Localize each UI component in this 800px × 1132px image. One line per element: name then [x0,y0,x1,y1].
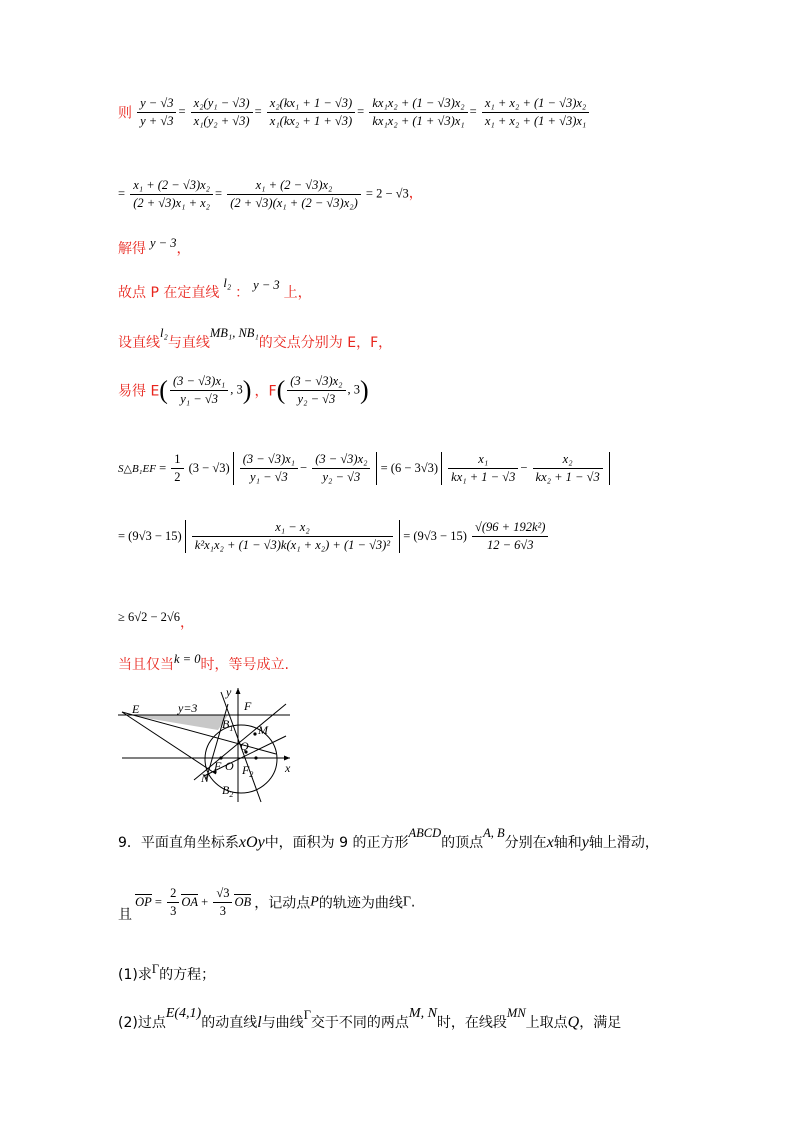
label-e: E [132,702,140,716]
q2-e: E(4,1) [165,1006,202,1021]
equation-ratio-line: 则 $\frac{y - √3}{y + √3}$ = $\frac{\text{x₂(y₁ − √3)}}{\text{x₁(y₂ + √3)}}$ = $\frac{\text{x₂(kx₁ + 1 − √3)}}{\text{x₁(kx₂ + 1 + √3)}}$ = $\frac{\text{kx₁x₂ + (1 − √3)x₂}}{\text{kx₁x₂ + (1 + √3)x₁}}$ = $\frac{\text{x₁ + x₂ + (1 − √3)x₂}}{\text{x₁ + x₂ + (1 + √3)x₁}}$ [118,96,591,129]
vec-t2: 的轨迹为曲线 [318,895,403,912]
vector-oa: OA [181,895,199,909]
frac-root: $\frac{\text{√(96 + 192k²)}}{12 - 6√3}$ [472,520,548,553]
simplify-result: = 2 − √3 [365,186,409,201]
label-m: M [258,723,268,737]
vec-qie: 且 [118,907,132,924]
solve-line [118,238,190,258]
vector-condition-line [118,886,416,924]
q2-text5: 时，在线段 [436,1015,507,1031]
point-f2 [254,756,257,759]
p9-t5: 轴和 [553,835,582,851]
label-b2: $B_2$ [222,783,234,799]
label-y3: y=3 [178,701,198,715]
fixed-line-text2: 上， [283,285,312,301]
problem-number: 9． [118,835,141,851]
points-ef-line: 易得 E( $\frac{\text{(3 − √3)x₁}}{\text{y₁ − √3}}$ , 3) ，F( $\frac{\text{(3 − √3)x₂}}{\text{y₂ − √3}}$ , 3) [118,374,369,406]
point-m [253,732,256,735]
fixed-line-text1: 故点 P 在定直线 [118,285,220,301]
frac-4: $\frac{\text{kx₁x₂ + (1 − √3)x₂}}{\text{kx₁x₂ + (1 + √3)x₁}}$ [369,96,467,129]
y-axis-arrow [236,688,241,694]
frac-two-thirds: $\frac{2}{3}$ [167,886,179,919]
set-line-statement [118,326,393,352]
easy-sep: ，F [254,383,277,400]
label-x-axis: x [285,761,291,775]
frac-half: $\frac{1}{2}$ [171,452,183,485]
equality-text2: 时，等号成立. [200,657,289,673]
solve-tail: ， [176,241,191,257]
setline-text3: 的交点分别为 E，F， [258,335,393,351]
area-eq: = [159,461,167,475]
abs-diff-1: $\frac{\text{(3 − √3)x₁}}{\text{y₁ − √3}}$ − $\frac{\text{(3 − √3)x₂}}{\text{y₂ − √3}}$ [233,452,378,485]
abs-diff-2: $\frac{\text{x₁}}{\text{kx₁ + 1 − √3}}$ − $\frac{\text{x₂}}{\text{kx₂ + 1 − √3}}$ [441,452,610,485]
area-mid: = (6 − 3√3) [380,461,439,475]
ineq-math: ≥ 6√2 − 2√6 [118,610,181,624]
question-1 [118,964,215,984]
vector-op: OP [135,895,152,909]
prefix-ze: 则 [118,105,132,122]
vec-t1: ，记动点 [254,895,311,912]
area-line-2 [118,520,550,553]
p9-abcd: ABCD [408,826,442,840]
colon: ： [235,285,250,301]
equation-simplify-line: = $\frac{\text{x₁ + (2 − √3)x₂}}{\text{(2 + √3)x₁ + x₂}}$ = $\frac{\text{x₁ + (2 − √3)x₂}}{\text{(2 + √3)(x₁ + (2 − √3)x₂)}}$ = 2 − √3， [118,178,423,210]
label-y-axis: y [226,685,232,699]
p9-t3: 的顶点 [441,835,484,851]
frac-b: $\frac{\text{(3 − √3)x₂}}{\text{y₂ − √3}}$ [312,452,370,485]
fixed-line-statement [118,276,312,302]
p9-x: x [546,834,554,851]
label-f2: $F_2$ [242,763,254,779]
p9-ab: A, B [483,826,505,840]
frac-area2: $\frac{\text{x₁ − x₂}}{\text{k²x₁x₂ + (1 − √3)k(x₁ + x₂) + (1 − √3)²}}$ [192,520,393,553]
area-line-1 [118,452,610,485]
q1-text: (1)求 [118,967,152,983]
p9-t2: 中，面积为 9 的正方形 [264,835,409,851]
x-axis-arrow [284,756,290,761]
frac-e: $\frac{\text{(3 − √3)x₁}}{\text{y₁ − √3}}$ [170,374,228,407]
q1-text2: 的方程； [159,967,216,983]
problem-9-stem [118,826,659,852]
vec-eq: = [154,895,162,909]
equality-line [118,654,289,674]
solve-math: y − 3 [150,236,177,250]
frac-2: $\frac{\text{x₂(y₁ − √3)}}{\text{x₁(y₂ + √3)}}$ [191,96,253,129]
label-f1: F [214,759,222,773]
fixed-line-math: y − 3 [253,278,280,292]
setline-math: MB₁, NB₁ [209,326,259,340]
vec-p: P [310,894,319,910]
setline-text1: 设直线 [118,335,160,351]
vec-gamma: Γ [402,894,411,910]
p9-t1: 平面直角坐标系 [140,835,239,851]
q2-gamma: Γ [303,1008,311,1022]
q2-text4: 交于不同的两点 [310,1015,409,1031]
label-q: Q [240,739,249,753]
frac-simplify-1: $\frac{\text{x₁ + (2 − √3)x₂}}{\text{(2 + √3)x₁ + x₂}}$ [130,178,213,211]
label-n: N [201,771,210,785]
area-lhs: S△B₁EF [118,463,156,475]
geometry-figure [118,684,318,804]
q2-l: l [257,1014,262,1031]
area-coef: (3 − √3) [188,461,230,475]
area2-coef: = (9√3 − 15) [118,529,182,543]
question-2 [118,1006,622,1032]
equality-math: k = 0 [174,652,201,666]
frac-c: $\frac{\text{x₁}}{\text{kx₁ + 1 − √3}}$ [448,452,518,485]
p9-y: y [581,834,589,851]
area2-coef2: = (9√3 − 15) [403,529,467,543]
q2-text2: 的动直线 [201,1015,258,1031]
q2-seg: MN [506,1006,526,1020]
p9-t6: 轴上滑动， [588,835,659,851]
frac-root3-thirds: $\frac{√3}{3}$ [213,886,232,919]
ineq-tail: ， [180,615,195,631]
q2-text1: (2)过点 [118,1015,166,1031]
q2-text7: ，满足 [579,1015,622,1031]
e-tail: , 3 [230,382,243,397]
frac-a: $\frac{\text{(3 − √3)x₁}}{\text{y₁ − √3}}$ [240,452,298,485]
q2-text3: 与曲线 [261,1015,304,1031]
p9-t4: 分别在 [504,835,547,851]
easy-text1: 易得 E [118,383,160,400]
frac-simplify-2: $\frac{\text{x₁ + (2 − √3)x₂}}{\text{(2 + √3)(x₁ + (2 − √3)x₂)}}$ [227,178,361,211]
frac-lhs: $\frac{y - √3}{y + √3}$ [137,96,176,129]
q2-q: Q [567,1014,580,1031]
label-b1: $B_1$ [222,717,234,733]
solve-text: 解得 [118,241,146,257]
abs-diff-3 [185,520,400,553]
vec-plus: + [201,895,209,909]
p9-xoy: xOy [238,834,265,851]
l2-symbol: l₂ [223,276,232,290]
inequality-line [118,606,195,631]
q2-mn: M, N [408,1006,437,1021]
equality-text1: 当且仅当 [118,657,174,673]
frac-f: $\frac{\text{(3 − √3)x₂}}{\text{y₂ − √3}}$ [287,374,345,407]
frac-3: $\frac{\text{x₂(kx₁ + 1 − √3)}}{\text{x₁(kx₂ + 1 + √3)}}$ [267,96,355,129]
vec-t3: . [410,894,416,911]
label-o: O [225,759,234,773]
f-tail: , 3 [347,382,361,397]
q1-gamma: Γ [151,962,160,976]
setline-text2: 与直线 [167,335,210,351]
q2-text6: 上取点 [525,1015,568,1031]
frac-d: $\frac{\text{x₂}}{\text{kx₂ + 1 − √3}}$ [533,452,603,485]
label-f: F [244,699,252,713]
comma: ， [408,185,423,202]
setline-l2: l₂ [160,326,168,340]
vector-ob: OB [234,895,252,909]
frac-5: $\frac{\text{x₁ + x₂ + (1 − √3)x₂}}{\text{x₁ + x₂ + (1 + √3)x₁}}$ [482,96,589,129]
